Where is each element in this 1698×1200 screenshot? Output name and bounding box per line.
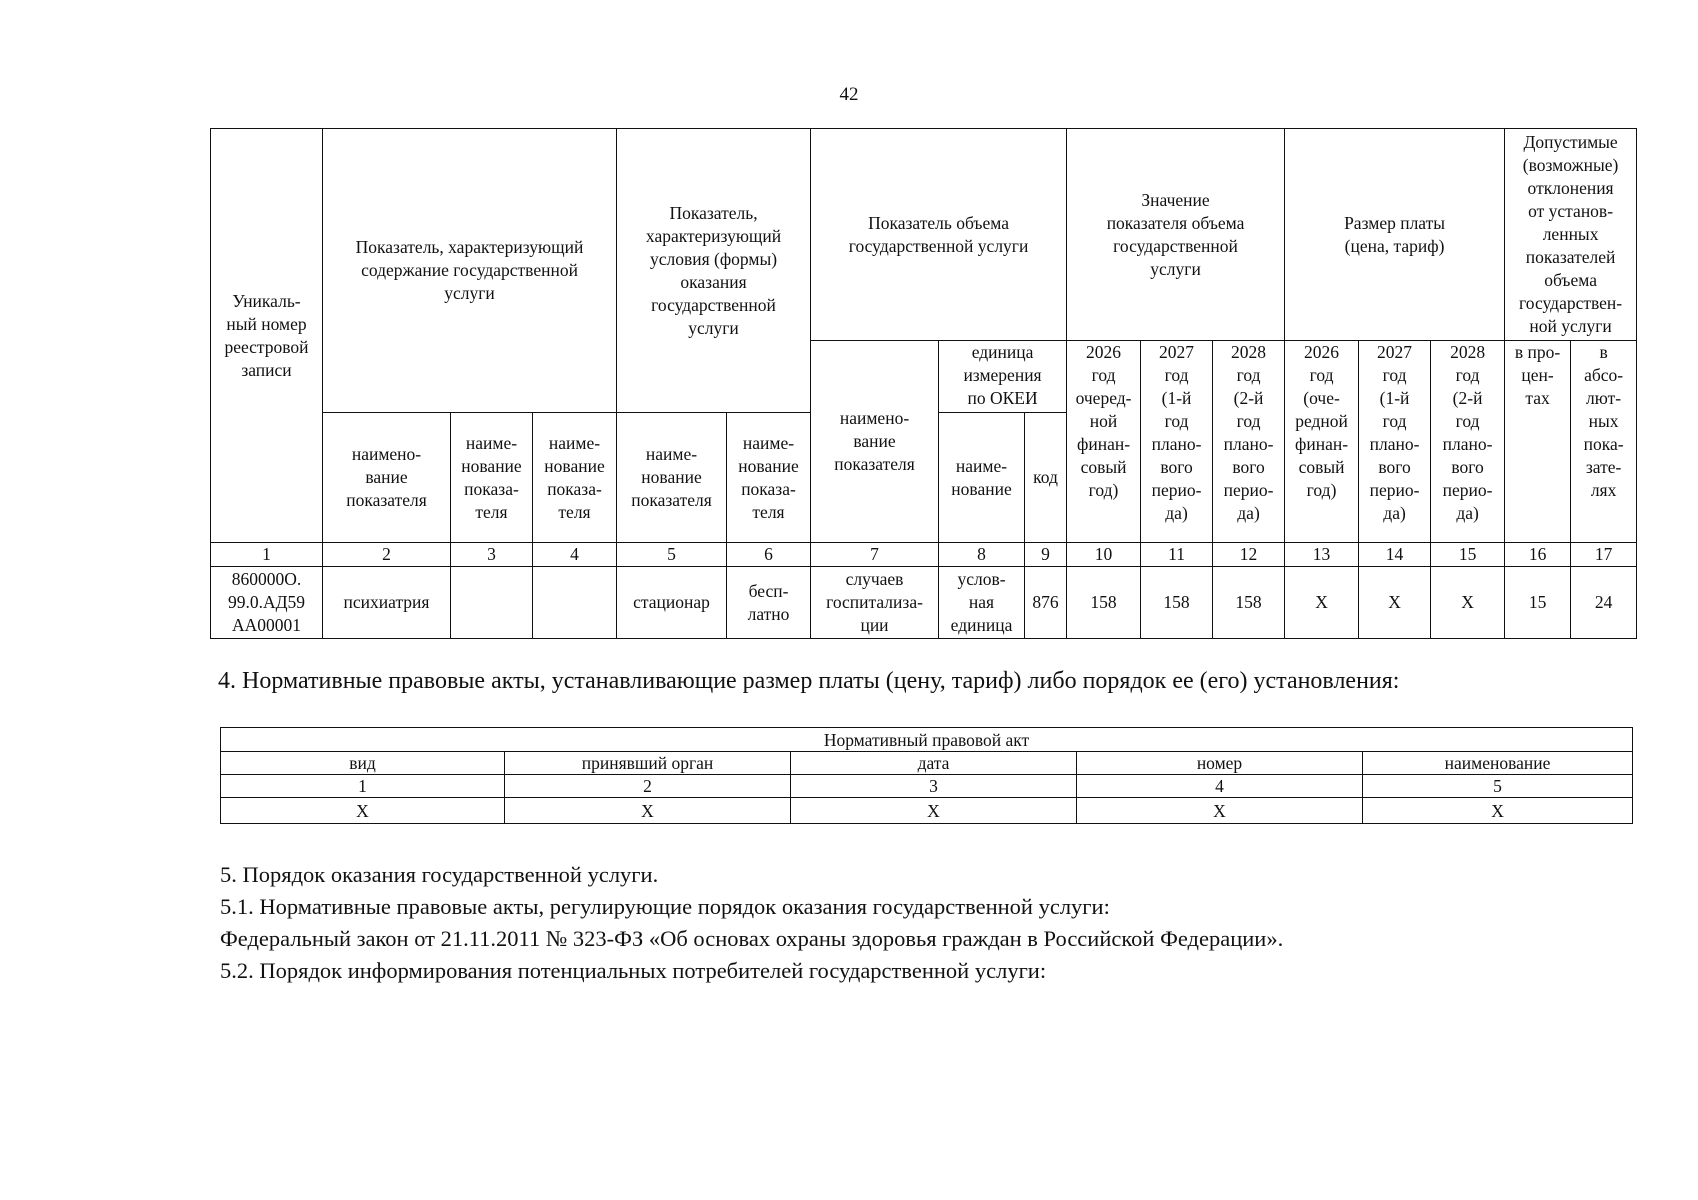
column-number-cell: 14	[1359, 543, 1431, 567]
table-cell: 15	[1505, 567, 1571, 639]
column-header-cell: дата	[791, 752, 1077, 775]
table-cell: X	[1285, 567, 1359, 639]
header-value-2028: 2028 год (2-й год плано- вого перио- да)	[1213, 341, 1285, 543]
column-header-cell: вид	[221, 752, 505, 775]
column-numbers-row	[211, 543, 1637, 567]
table-cell: 158	[1213, 567, 1285, 639]
column-number-cell: 4	[1077, 775, 1363, 798]
header-name-col6: наиме- нование показа- теля	[727, 413, 811, 543]
header-name-col4: наиме- нование показа- теля	[533, 413, 617, 543]
table-cell	[451, 567, 533, 639]
table-cell: X	[1431, 567, 1505, 639]
table-cell: 158	[1141, 567, 1213, 639]
normative-act-header: Нормативный правовой акт	[221, 728, 1633, 752]
table-cell: психиатрия	[323, 567, 451, 639]
table-row	[211, 567, 1637, 639]
header-name-col3: наиме- нование показа- теля	[451, 413, 533, 543]
table-cell: X	[221, 798, 505, 824]
table-cell: X	[1077, 798, 1363, 824]
header-unit-name: наиме- нование	[939, 413, 1025, 543]
header-unit-okei: единица измерения по ОКЕИ	[939, 341, 1067, 413]
table-cell	[533, 567, 617, 639]
header-volume-name: наимено- вание показателя	[811, 341, 939, 543]
column-number-cell: 15	[1431, 543, 1505, 567]
header-value-2026: 2026 год очеред- ной финан- совый год)	[1067, 341, 1141, 543]
header-deviation-absolute: в абсо- лют- ных пока- зате- лях	[1571, 341, 1637, 543]
column-number-cell: 5	[1363, 775, 1633, 798]
column-number-cell: 3	[791, 775, 1077, 798]
header-price-2027: 2027 год (1-й год плано- вого перио- да)	[1359, 341, 1431, 543]
column-number-cell: 6	[727, 543, 811, 567]
header-name-col5: наиме- нование показателя	[617, 413, 727, 543]
header-deviation-percent: в про- цен- тах	[1505, 341, 1571, 543]
table-cell: 158	[1067, 567, 1141, 639]
header-volume-indicator: Показатель объема государственной услуги	[811, 129, 1067, 341]
column-number-cell: 12	[1213, 543, 1285, 567]
header-unit-code: код	[1025, 413, 1067, 543]
column-number-cell: 13	[1285, 543, 1359, 567]
table-cell: X	[1359, 567, 1431, 639]
column-number-cell: 17	[1571, 543, 1637, 567]
table-cell: случаев госпитализа- ции	[811, 567, 939, 639]
header-value-2027: 2027 год (1-й год плано- вого перио- да)	[1141, 341, 1213, 543]
column-number-cell: 11	[1141, 543, 1213, 567]
column-number-cell: 9	[1025, 543, 1067, 567]
column-number-cell: 7	[811, 543, 939, 567]
column-number-cell: 8	[939, 543, 1025, 567]
section-5-1-law: Федеральный закон от 21.11.2011 № 323-ФЗ «Об основах охраны здоровья граждан в Российской Федерации».	[220, 926, 1284, 951]
table-cell: X	[791, 798, 1077, 824]
service-volume-table	[210, 128, 1637, 639]
section-4-title: 4. Нормативные правовые акты, устанавливающие размер платы (цену, тариф) либо порядок ее (его) установления:	[218, 668, 1400, 694]
section-5-1-title: 5.1. Нормативные правовые акты, регулирующие порядок оказания государственной услуги:	[220, 894, 1110, 919]
column-number-cell: 2	[323, 543, 451, 567]
header-unique-number: Уникаль- ный номер реестровой записи	[211, 129, 323, 543]
table-cell: 24	[1571, 567, 1637, 639]
header-content-indicator: Показатель, характеризующий содержание государственной услуги	[323, 129, 617, 413]
normative-acts-table	[220, 727, 1633, 824]
table-cell: услов- ная единица	[939, 567, 1025, 639]
column-number-cell: 3	[451, 543, 533, 567]
column-number-cell: 4	[533, 543, 617, 567]
column-number-cell: 1	[211, 543, 323, 567]
column-header-cell: принявший орган	[505, 752, 791, 775]
column-number-cell: 1	[221, 775, 505, 798]
header-price-2026: 2026 год (оче- редной финан- совый год)	[1285, 341, 1359, 543]
section-5-title: 5. Порядок оказания государственной услуги.	[220, 862, 659, 887]
header-volume-value: Значение показателя объема государственной услуги	[1067, 129, 1285, 341]
header-deviation: Допустимые (возможные) отклонения от установ- ленных показателей объема государствен- ной услуги	[1505, 129, 1637, 341]
header-price-2028: 2028 год (2-й год плано- вого перио- да)	[1431, 341, 1505, 543]
table-cell: 876	[1025, 567, 1067, 639]
header-name-col2: наимено- вание показателя	[323, 413, 451, 543]
section-5-2-title: 5.2. Порядок информирования потенциальных потребителей государственной услуги:	[220, 958, 1047, 983]
table-cell: 860000О. 99.0.АД59 АА00001	[211, 567, 323, 639]
column-header-cell: наименование	[1363, 752, 1633, 775]
table-cell: стационар	[617, 567, 727, 639]
table-cell: X	[1363, 798, 1633, 824]
column-number-cell: 10	[1067, 543, 1141, 567]
header-conditions-indicator: Показатель, характеризующий условия (формы) оказания государственной услуги	[617, 129, 811, 413]
table-row	[221, 798, 1633, 824]
table-cell: бесп- латно	[727, 567, 811, 639]
column-number-cell: 16	[1505, 543, 1571, 567]
table-cell: X	[505, 798, 791, 824]
header-price: Размер платы (цена, тариф)	[1285, 129, 1505, 341]
column-number-cell: 2	[505, 775, 791, 798]
column-header-cell: номер	[1077, 752, 1363, 775]
page-number: 42	[839, 84, 859, 105]
column-number-cell: 5	[617, 543, 727, 567]
normative-act-numbers	[221, 775, 1633, 798]
normative-act-columns	[221, 752, 1633, 775]
